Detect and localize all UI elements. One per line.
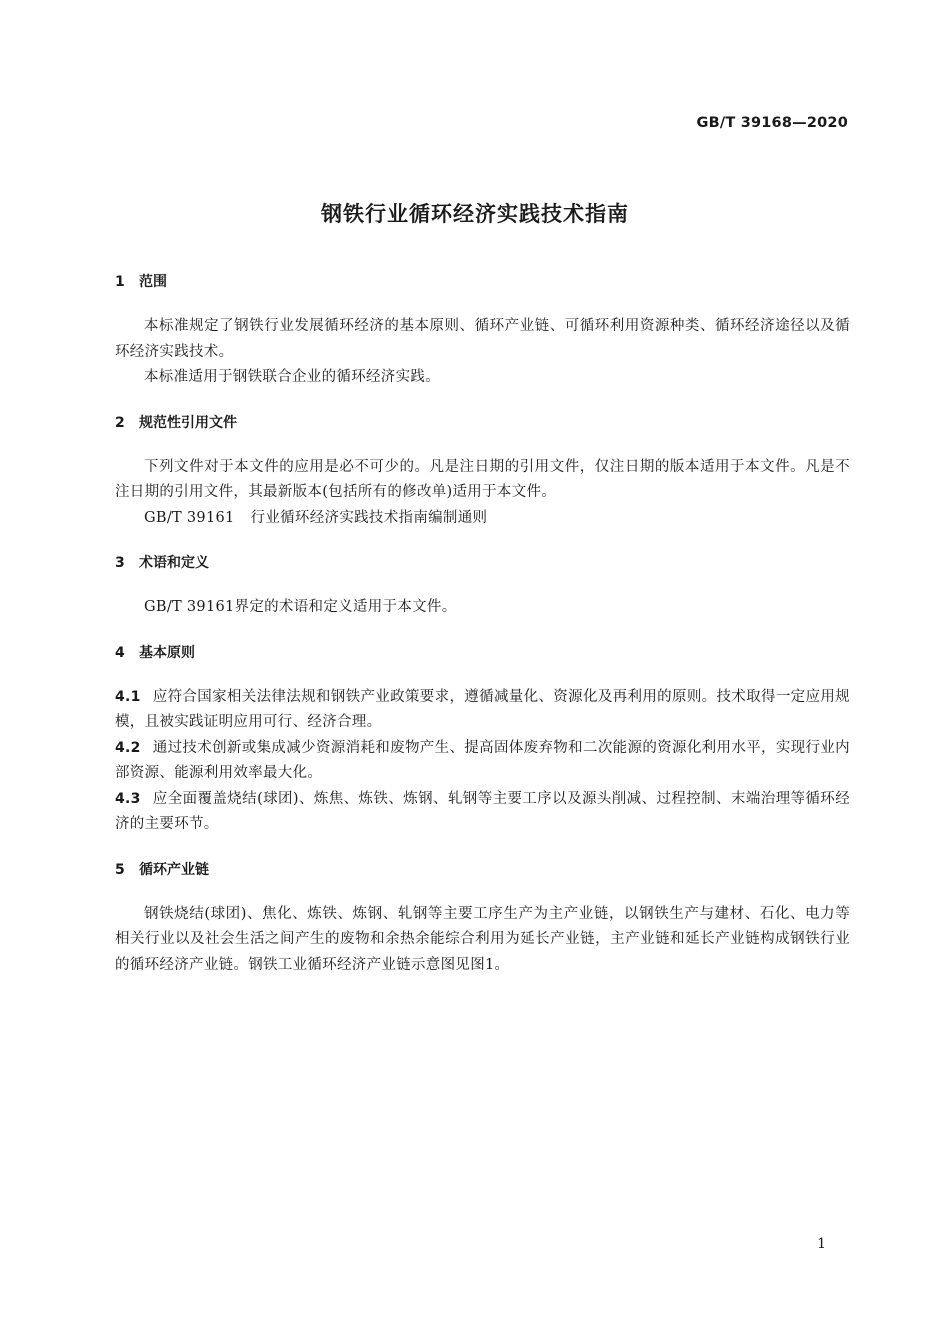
paragraph: 钢铁烧结(球团)、焦化、炼铁、炼钢、轧钢等主要工序生产为主产业链，以钢铁生产与建材、石化、电力等相关行业以及社会生活之间产生的废物和余热余能综合利用为延长产业链，主产业链和延长产业链构成钢铁行业的循环经济产业链。钢铁工业循环经济产业链示意图见图1。 bbox=[115, 905, 850, 973]
clause-number: 4.2 bbox=[115, 739, 141, 756]
document-title: 钢铁行业循环经济实践技术指南 bbox=[321, 202, 629, 226]
section-number: 1 bbox=[115, 274, 125, 290]
section-heading-normative-references bbox=[115, 411, 850, 435]
section-number: 3 bbox=[115, 555, 125, 571]
standard-code: GB/T 39168—2020 bbox=[696, 115, 848, 131]
section-heading-basic-principles bbox=[115, 641, 850, 665]
section-number: 5 bbox=[115, 861, 125, 878]
section-title: 基本原则 bbox=[139, 644, 195, 661]
clause-number: 4.1 bbox=[115, 688, 141, 705]
section-number: 2 bbox=[115, 414, 125, 431]
clause bbox=[115, 685, 850, 736]
clause bbox=[115, 736, 850, 787]
clause-text: 应全面覆盖烧结(球团)、炼焦、炼铁、炼钢、轧钢等主要工序以及源头削减、过程控制、末端治理等循环经济的主要环节。 bbox=[115, 790, 850, 832]
page-number: 1 bbox=[817, 1236, 826, 1252]
clause-number: 4.3 bbox=[115, 790, 141, 807]
document-body bbox=[115, 270, 850, 978]
paragraph: 本标准规定了钢铁行业发展循环经济的基本原则、循环产业链、可循环利用资源种类、循环经济途径以及循环经济实践技术。 bbox=[115, 318, 850, 360]
section-heading-scope bbox=[115, 270, 850, 294]
clause bbox=[115, 787, 850, 838]
reference-title: 行业循环经济实践技术指南编制通则 bbox=[250, 509, 488, 526]
section-number: 4 bbox=[115, 644, 125, 661]
reference-code: GB/T 39161 bbox=[144, 509, 235, 526]
section-title: 循环产业链 bbox=[139, 861, 209, 878]
section-heading-circular-industry-chain bbox=[115, 858, 850, 882]
section-title: 术语和定义 bbox=[139, 555, 209, 571]
paragraph: GB/T 39161界定的术语和定义适用于本文件。 bbox=[144, 599, 457, 615]
paragraph: 本标准适用于钢铁联合企业的循环经济实践。 bbox=[144, 369, 440, 385]
section-title: 范围 bbox=[139, 274, 167, 290]
clause-text: 通过技术创新或集成减少资源消耗和废物产生、提高固体废弃物和二次能源的资源化利用水平，实现行业内部资源、能源利用效率最大化。 bbox=[115, 739, 850, 781]
paragraph: 下列文件对于本文件的应用是必不可少的。凡是注日期的引用文件，仅注日期的版本适用于本文件。凡是不注日期的引用文件，其最新版本(包括所有的修改单)适用于本文件。 bbox=[115, 458, 850, 500]
reference-entry bbox=[115, 506, 850, 532]
section-title: 规范性引用文件 bbox=[139, 414, 237, 431]
section-heading-terms bbox=[115, 551, 850, 575]
clause-text: 应符合国家相关法律法规和钢铁产业政策要求，遵循减量化、资源化及再利用的原则。技术取得一定应用规模，且被实践证明应用可行、经济合理。 bbox=[115, 688, 850, 730]
